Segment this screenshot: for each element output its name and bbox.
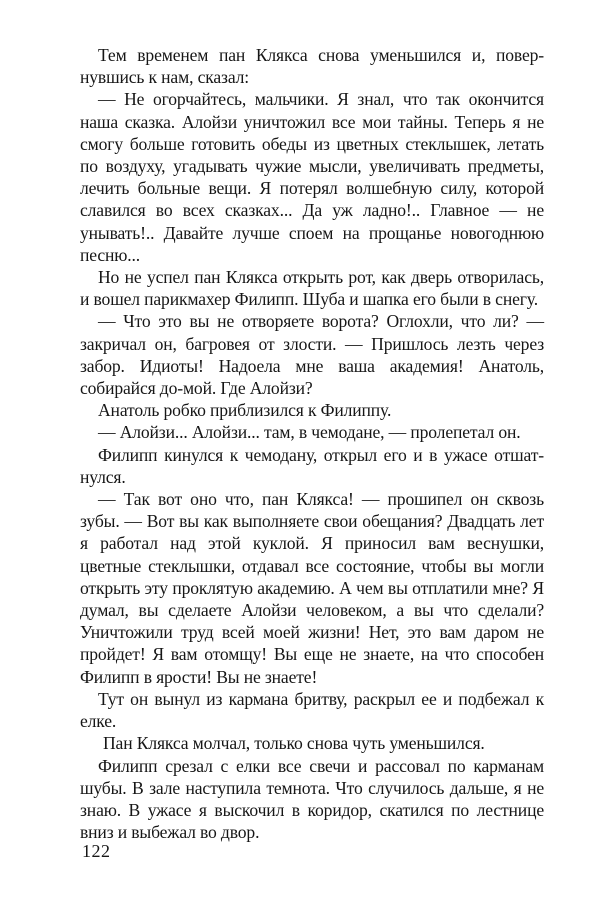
paragraph-3: Но не успел пан Клякса открыть рот, как дверь отворилась, и вошел парикмахер Филипп. Шуба и шапка его были в снегу.	[80, 267, 544, 310]
paragraph-7: Филипп кинулся к чемодану, открыл его и в ужасе отшат-нулся.	[80, 444, 544, 487]
paragraph-9: Тут он вынул из кармана бритву, раскрыл ее и подбежал к елке.	[80, 688, 544, 732]
paragraph-11: Филипп срезал с елки все свечи и рассовал по карманам шубы. В зале наступила темнота. Что случилось дальше, я не знаю. В ужасе я выскочил в коридор, скатился по лестнице вниз и выбежал во двор.	[80, 755, 544, 843]
paragraph-2: — Не огорчайтесь, мальчики. Я знал, что так окончится наша сказка. Алойзи уничтожил все мои тайны. Теперь я не смогу больше готовить обеды из цветных стеклышек, летать по воздуху, угадывать чужие мысли, увеличивать предметы, лечить больные вещи. Я потерял волшебную силу, которой славился во всех сказках... Да уж ладно!.. Главное — не унывать!.. Давайте лучше споем на прощанье новогоднюю песню...	[80, 89, 544, 265]
paragraph-6: — Алойзи... Алойзи... там, в чемодане, — пролепетал он.	[98, 422, 521, 443]
paragraph-4: — Что это вы не отворяете ворота? Оглохли, что ли? — закричал он, багровея от злости. — Пришлось лезть через забор. Идиоты! Надоела мне ваша академия! Анатоль, собирайся до-мой. Где Алойзи?	[80, 311, 544, 399]
paragraph-8: — Так вот оно что, пан Клякса! — прошипел он сквозь зубы. — Вот вы как выполняете свои обещания? Двадцать лет я работал над этой куклой. Я приносил вам веснушки, цветные стеклышки, отдавал все состояние, чтобы вы могли открыть эту проклятую академию. А чем вы отплатили мне? Я думал, вы сделаете Алойзи человеком, а вы что сделали? Уничтожили труд всей моей жизни! Нет, это вам даром не пройдет! Я вам отомщу! Вы еще не знаете, на что способен Филипп в ярости! Вы не знаете!	[80, 489, 544, 687]
paragraph-5: Анатоль робко приблизился к Филиппу.	[98, 400, 392, 421]
page-number: 122	[82, 841, 111, 861]
paragraph-1: Тем временем пан Клякса снова уменьшился и, повер-нувшись к нам, сказал:	[80, 45, 544, 88]
paragraph-10: Пан Клякса молчал, только снова чуть уменьшился.	[103, 733, 485, 754]
body-text	[80, 44, 544, 843]
